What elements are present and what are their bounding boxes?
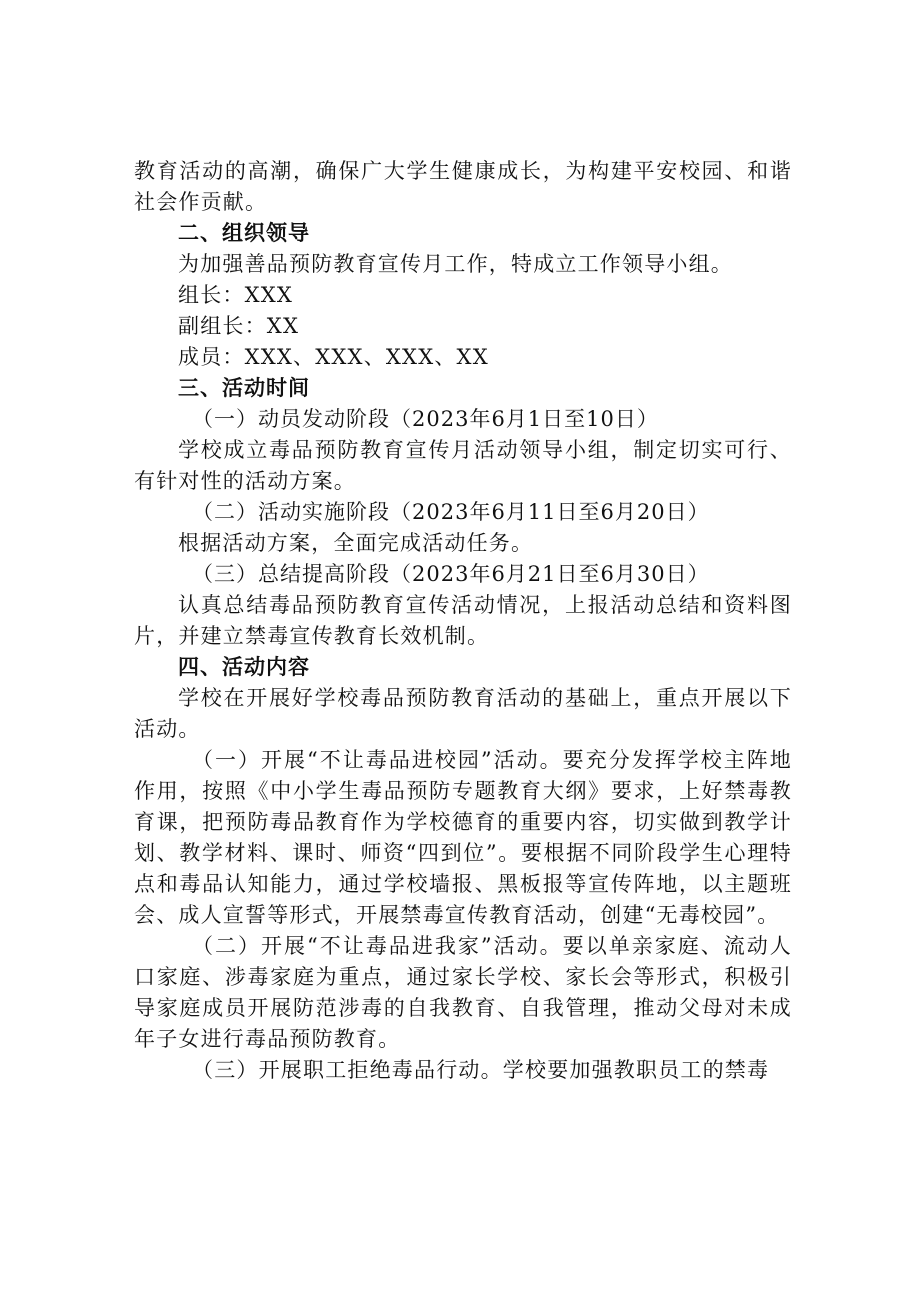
section-heading-schedule: 三、活动时间 [178, 376, 310, 400]
content-item1-paragraph: （一）开展“不让毒品进校园”活动。要充分发挥学校主阵地作用，按照《中小学生毒品预防专题教育大纲》要求，上好禁毒教育课，把预防毒品教育作为学校德育的重要内容，切实做到教学计划、教学材料、课时、师资“四到位”。要根据不同阶段学生心理特点和毒品认知能力，通过学校墙报、黑板报等宣传阵地，以主题班会、成人宣誓等形式，开展禁毒宣传教育活动，创建“无毒校园”。 [134, 748, 792, 927]
content-intro-paragraph: 学校在开展好学校毒品预防教育活动的基础上，重点开展以下活动。 [134, 686, 792, 741]
intro-continuation-paragraph: 教育活动的高潮，确保广大学生健康成长，为构建平安校园、和谐社会作贡献。 [134, 159, 792, 214]
deputy-leader: 副组长：XX [178, 314, 300, 338]
stage1-paragraph: 学校成立毒品预防教育宣传月活动领导小组，制定切实可行、有针对性的活动方案。 [134, 438, 792, 493]
stage2-title: （二）活动实施阶段（2023年6月11日至6月20日） [192, 500, 710, 524]
section-heading-organization: 二、组织领导 [178, 221, 310, 245]
stage1-title: （一）动员发动阶段（2023年6月1日至10日） [192, 407, 659, 431]
document-body [134, 156, 792, 1086]
stage3-title: （三）总结提高阶段（2023年6月21日至6月30日） [192, 562, 710, 586]
organization-intro: 为加强善品预防教育宣传月工作，特成立工作领导小组。 [178, 252, 733, 276]
group-leader: 组长：XXX [178, 283, 294, 307]
group-members: 成员：XXX、XXX、XXX、XX [178, 345, 489, 369]
stage2-paragraph: 根据活动方案，全面完成活动任务。 [178, 531, 534, 555]
section-heading-content: 四、活动内容 [178, 655, 310, 679]
content-item2-paragraph: （二）开展“不让毒品进我家”活动。要以单亲家庭、流动人口家庭、涉毒家庭为重点，通过家长学校、家长会等形式，积极引导家庭成员开展防范涉毒的自我教育、自我管理，推动父母对未成年子女进行毒品预防教育。 [134, 934, 792, 1051]
stage3-paragraph: 认真总结毒品预防教育宣传活动情况，上报活动总结和资料图片，并建立禁毒宣传教育长效机制。 [134, 593, 792, 648]
content-item3-paragraph: （三）开展职工拒绝毒品行动。学校要加强教职员工的禁毒 [192, 1058, 770, 1082]
